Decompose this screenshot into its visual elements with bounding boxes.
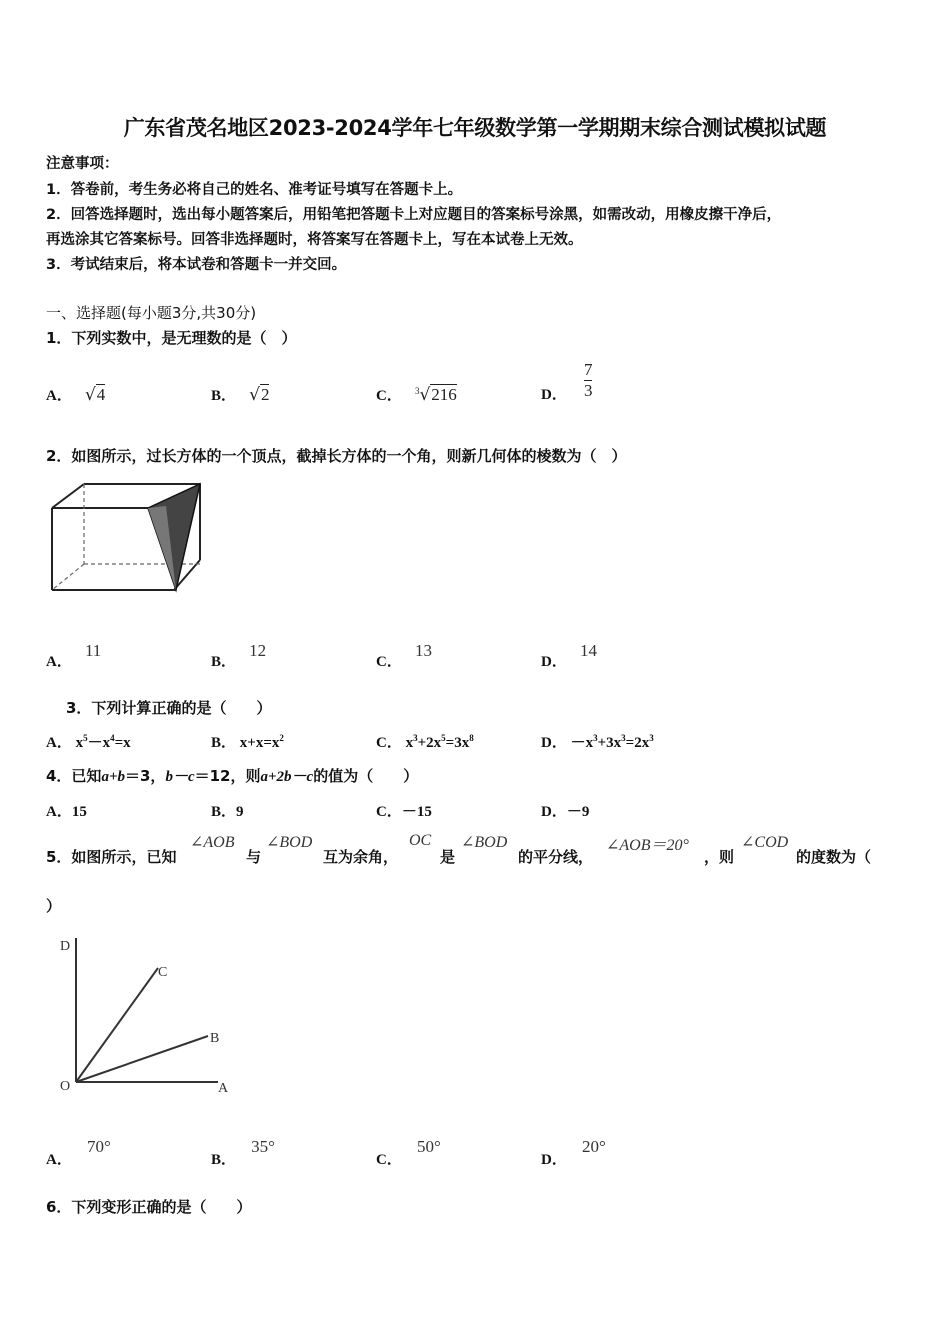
option-label: D． <box>541 654 567 670</box>
q5-degree: 的度数为（ <box>796 848 872 866</box>
option-label: B． <box>211 735 237 751</box>
option-label: A． <box>46 654 72 670</box>
notice-item-2-line-2: 再选涂其它答案标号。回答非选择题时，将答案写在答题卡上，写在本试卷上无效。 <box>46 232 583 248</box>
label-d: D <box>60 939 71 954</box>
option-label: B． <box>211 804 237 820</box>
option-label: D． <box>541 1152 567 1168</box>
q5-ray-oc: OC <box>409 832 432 849</box>
q5-complementary: 互为余角， <box>323 848 399 866</box>
option-label: C． <box>376 1152 402 1168</box>
q5-option-d <box>541 1136 606 1168</box>
q5-stem-prefix: 5．如图所示，已知 <box>46 848 177 866</box>
option-label: C． <box>376 804 402 820</box>
q1-option-c <box>376 384 457 405</box>
q3-option-a: A． $x^5-x^4=x$ <box>46 733 131 751</box>
expr: b－c <box>165 769 195 785</box>
label-b: B <box>210 1031 220 1046</box>
stem-text: ＝3， <box>125 767 166 785</box>
option-value: 12 <box>249 641 267 660</box>
option-label: B． <box>211 388 237 404</box>
cube-root-icon: √ <box>419 385 431 405</box>
sqrt-icon: √ <box>84 385 96 405</box>
notice-item-3: 3．考试结束后，将本试卷和答题卡一并交回。 <box>46 257 347 273</box>
sqrt-icon: √ <box>249 385 260 405</box>
option-label: C． <box>376 735 402 751</box>
q5-angle-bod-2: ∠BOD <box>461 834 508 851</box>
q5-aob-equals: ∠AOB＝20° <box>606 837 689 854</box>
q5-bisector: 的平分线， <box>518 848 594 866</box>
notice-heading: 注意事项： <box>46 156 119 172</box>
q5-option-b <box>211 1136 275 1168</box>
option-label: A． <box>46 388 72 404</box>
denominator: 3 <box>583 381 593 400</box>
option-label: A． <box>46 804 72 820</box>
q4-option-d <box>541 800 589 821</box>
q5-angle-aob: ∠AOB <box>190 834 235 851</box>
q1-stem: 1．下列实数中，是无理数的是（ ） <box>46 329 297 347</box>
q3-option-d: D． $-x^3+3x^3=2x^3$ <box>541 733 654 751</box>
numerator: 7 <box>583 360 593 379</box>
expr: a+2b－c <box>260 769 314 785</box>
q1-option-a <box>46 384 105 405</box>
q4-option-c <box>376 800 432 821</box>
q5-angle-cod: ∠COD <box>741 834 789 851</box>
radicand: 216 <box>431 385 457 404</box>
q4-option-a <box>46 800 87 821</box>
q4-option-b <box>211 800 244 821</box>
option-value: 11 <box>84 641 102 660</box>
option-label: D． <box>541 387 567 403</box>
q5-option-a <box>46 1136 111 1168</box>
q1-option-b <box>211 384 269 405</box>
q1-option-d <box>541 360 592 401</box>
notice-item-2-line-1: 2．回答选择题时，选出每小题答案后，用铅笔把答题卡上对应题目的答案标号涂黑，如需改动，用橡皮擦干净后， <box>46 207 782 223</box>
option-value: －9 <box>566 804 590 820</box>
option-value: 15 <box>71 804 87 820</box>
option-value: 35° <box>251 1137 275 1156</box>
option-value: 13 <box>414 641 432 660</box>
q3-option-c: C． $x^3+2x^5=3x^8$ <box>376 733 474 751</box>
option-label: C． <box>376 388 402 404</box>
angle-figure <box>50 930 250 1100</box>
stem-text: ＝12，则 <box>194 767 261 785</box>
option-value: 70° <box>86 1137 111 1156</box>
stem-text: 的值为（ ） <box>313 767 419 785</box>
notice-item-1: 1．答卷前，考生务必将自己的姓名、准考证号填写在答题卡上。 <box>46 182 463 198</box>
option-label: C． <box>376 654 402 670</box>
q2-option-d <box>541 640 597 670</box>
ray-oc <box>76 968 158 1082</box>
q5-close-paren: ） <box>46 897 62 915</box>
option-value: 20° <box>581 1137 606 1156</box>
fraction <box>584 360 593 401</box>
option-label: B． <box>211 654 237 670</box>
label-c: C <box>158 965 168 980</box>
option-label: D． <box>541 735 567 751</box>
section-heading: 一、选择题(每小题3分,共30分) <box>46 304 257 322</box>
q5-angle-bod: ∠BOD <box>266 834 313 851</box>
q4-stem <box>46 765 418 786</box>
q5-is: 是 <box>440 848 456 866</box>
q5-with: 与 <box>246 848 262 866</box>
option-value: 14 <box>579 641 597 660</box>
q2-option-c <box>376 640 432 670</box>
option-label: D． <box>541 804 567 820</box>
radicand: 2 <box>260 385 270 404</box>
q2-option-a <box>46 640 102 670</box>
q3-stem: 3．下列计算正确的是（ ） <box>66 699 272 717</box>
q6-stem: 6．下列变形正确的是（ ） <box>46 1198 252 1216</box>
q2-option-b <box>211 640 267 670</box>
q3-option-b: B． $x+x=x^2$ <box>211 733 284 751</box>
label-a: A <box>218 1081 229 1096</box>
hidden-edge <box>52 564 84 590</box>
ray-ob <box>76 1036 208 1082</box>
option-label: A． <box>46 735 72 751</box>
cuboid-figure <box>48 478 208 596</box>
root-index: 3 <box>414 386 420 396</box>
page-title: 广东省茂名地区2023-2024学年七年级数学第一学期期末综合测试模拟试题 <box>123 116 827 140</box>
expr: a+b <box>101 769 125 785</box>
label-o: O <box>60 1079 71 1094</box>
option-value: －15 <box>401 804 432 820</box>
q2-stem: 2．如图所示，过长方体的一个顶点，截掉长方体的一个角，则新几何体的棱数为（ ） <box>46 447 627 465</box>
option-label: A． <box>46 1152 72 1168</box>
option-label: B． <box>211 1152 237 1168</box>
radicand: 4 <box>96 385 106 404</box>
edge <box>52 484 84 508</box>
option-value: 50° <box>416 1137 441 1156</box>
q5-option-c <box>376 1136 441 1168</box>
q5-then: ，则 <box>704 848 735 866</box>
option-value: 9 <box>236 804 244 820</box>
stem-text: 4．已知 <box>46 767 102 785</box>
